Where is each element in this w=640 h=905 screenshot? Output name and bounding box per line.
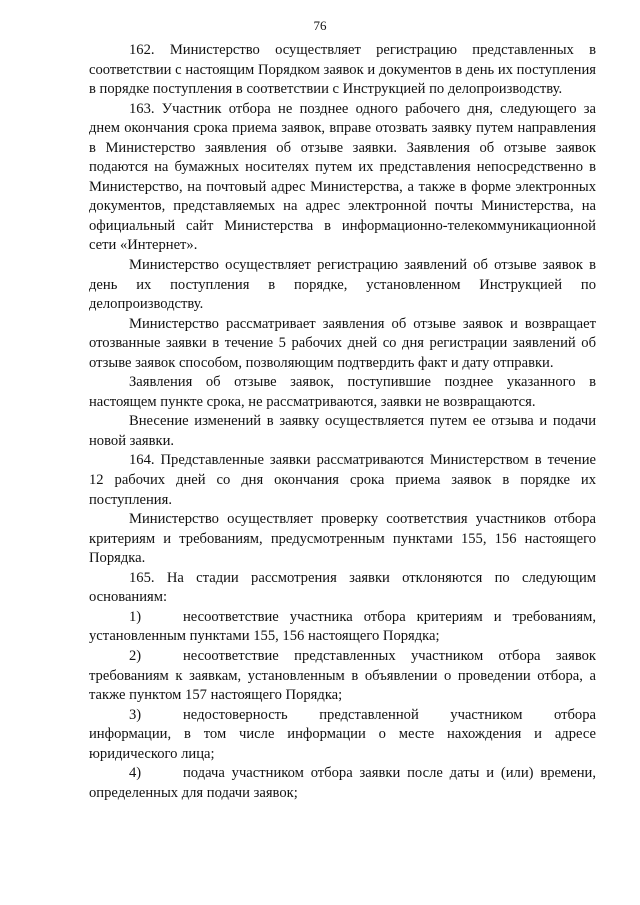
paragraph-compliance-check: Министерство осуществляет проверку соответствия участников отбора критериям и требованиям, предусмотренным пунктами 155, 156 настоящего Порядка. — [89, 511, 596, 567]
list-item — [89, 647, 596, 706]
page-number: 76 — [313, 18, 327, 33]
list-item-text: несоответствие участника отбора критериям и требованиям, установленным пунктами 155, 156 настоящего Порядка; — [89, 608, 596, 645]
list-item-number: 4) — [129, 765, 142, 782]
list-item — [89, 764, 596, 803]
paragraph-late-withdrawal: Заявления об отзыве заявок, поступившие позднее указанного в настоящем пункте срока, не рассматриваются, заявки не возвращаются. — [89, 374, 596, 410]
document-body — [89, 41, 596, 803]
paragraph-162: 162. Министерство осуществляет регистрацию представленных в соответствии с настоящим Порядком заявок и документов в день их поступления в порядке поступления в соответствии с Инструкцией по делопроизводству. — [89, 42, 596, 98]
paragraph-changes: Внесение изменений в заявку осуществляется путем ее отзыва и подачи новой заявки. — [89, 413, 596, 449]
list-item-number: 3) — [129, 706, 142, 723]
list-item-number: 1) — [129, 608, 142, 625]
paragraph-163: 163. Участник отбора не позднее одного рабочего дня, следующего за днем окончания срока приема заявок, вправе отозвать заявку путем направления в Министерство заявления об отзыве заявки. Заявления об отзыве заявок подаются на бумажных носителях путем их представления непосредственно в Министерство, на почтовый адрес Министерства, а также в форме электронных документов, представляемых на адрес электронной почты Министерства, на официальный сайт Министерства в информационно-телекоммуникационной сети «Интернет». — [89, 100, 596, 254]
paragraph-return-withdrawn: Министерство рассматривает заявления об отзыве заявок и возвращает отозванные заявки в течение 5 рабочих дней со дня регистрации заявлений об отзыве заявок способом, позволяющим подтвердить факт и дату отправки. — [89, 315, 596, 371]
list-item — [89, 608, 596, 647]
list-item-number: 2) — [129, 647, 142, 664]
list-item-text: несоответствие представленных участником отбора заявок требованиям к заявкам, установленным в объявлении о проведении отбора, а также пунктом 157 настоящего Порядка; — [89, 647, 596, 704]
paragraph-164: 164. Представленные заявки рассматриваются Министерством в течение 12 рабочих дней со дня окончания срока приема заявок в порядке их поступления. — [89, 452, 596, 508]
paragraph-165: 165. На стадии рассмотрения заявки отклоняются по следующим основаниям: — [89, 569, 596, 606]
list-item-text: подача участником отбора заявки после даты и (или) времени, определенных для подачи заявок; — [89, 765, 596, 801]
paragraph-registration-withdrawal: Министерство осуществляет регистрацию заявлений об отзыве заявок в день их поступления в порядке, установленном Инструкцией по делопроизводству. — [89, 257, 596, 313]
list-item — [89, 706, 596, 765]
list-item-text: недостоверность представленной участником отбора информации, в том числе информации о месте нахождения и адресе юридического лица; — [89, 706, 596, 762]
